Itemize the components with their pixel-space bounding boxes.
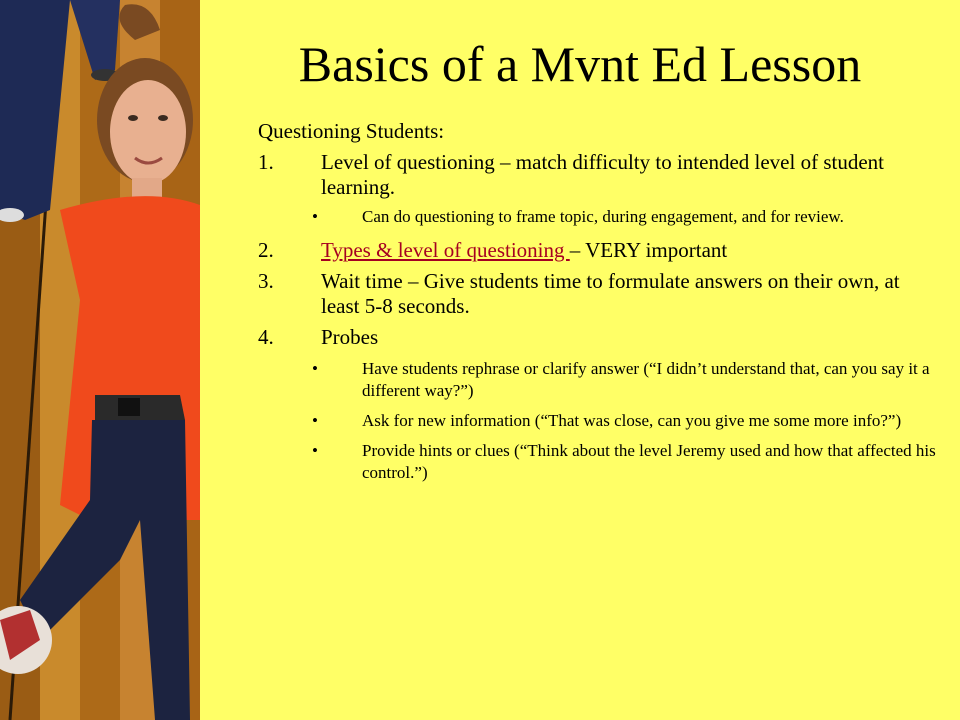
list-number: 4. (258, 325, 274, 349)
list-number: 3. (258, 269, 274, 293)
list-item-text: – VERY important (569, 238, 728, 262)
list-number: 1. (258, 150, 274, 174)
bullet-icon: • (312, 441, 318, 460)
list-item-2 (258, 238, 938, 263)
sub-bullet (258, 410, 938, 432)
bullet-icon: • (312, 207, 318, 226)
list-item-text: Wait time – Give students time to formulate answers on their own, at least 5-8 seconds. (321, 269, 900, 318)
slide-content (258, 118, 938, 484)
sub-bullet (258, 440, 938, 484)
list-number: 2. (258, 238, 274, 262)
bullet-icon: • (312, 411, 318, 430)
slide-title: Basics of a Mvnt Ed Lesson (298, 36, 862, 92)
sub-bullet-text: Can do questioning to frame topic, during engagement, and for review. (362, 207, 844, 226)
section-heading: Questioning Students: (258, 119, 445, 143)
list-item-text: Probes (321, 325, 379, 349)
list-item-1 (258, 150, 938, 200)
list-item-3 (258, 269, 938, 319)
student-photo (0, 0, 200, 720)
list-item-text: Level of questioning – match difficulty to intended level of student learning. (321, 150, 884, 199)
questioning-types-link[interactable]: Types & level of questioning (321, 238, 570, 262)
bullet-icon: • (312, 359, 318, 378)
sub-bullet (258, 206, 938, 228)
sub-bullet (258, 358, 938, 402)
sub-bullet-text: Ask for new information (“That was close, can you give me some more info?”) (362, 411, 902, 430)
list-item-4 (258, 325, 938, 350)
sub-bullet-text: Have students rephrase or clarify answer (“I didn’t understand that, can you say it a different way?”) (362, 359, 930, 400)
student-photo-illustration (0, 0, 200, 720)
sub-bullet-text: Provide hints or clues (“Think about the level Jeremy used and how that affected his control.”) (362, 441, 936, 482)
